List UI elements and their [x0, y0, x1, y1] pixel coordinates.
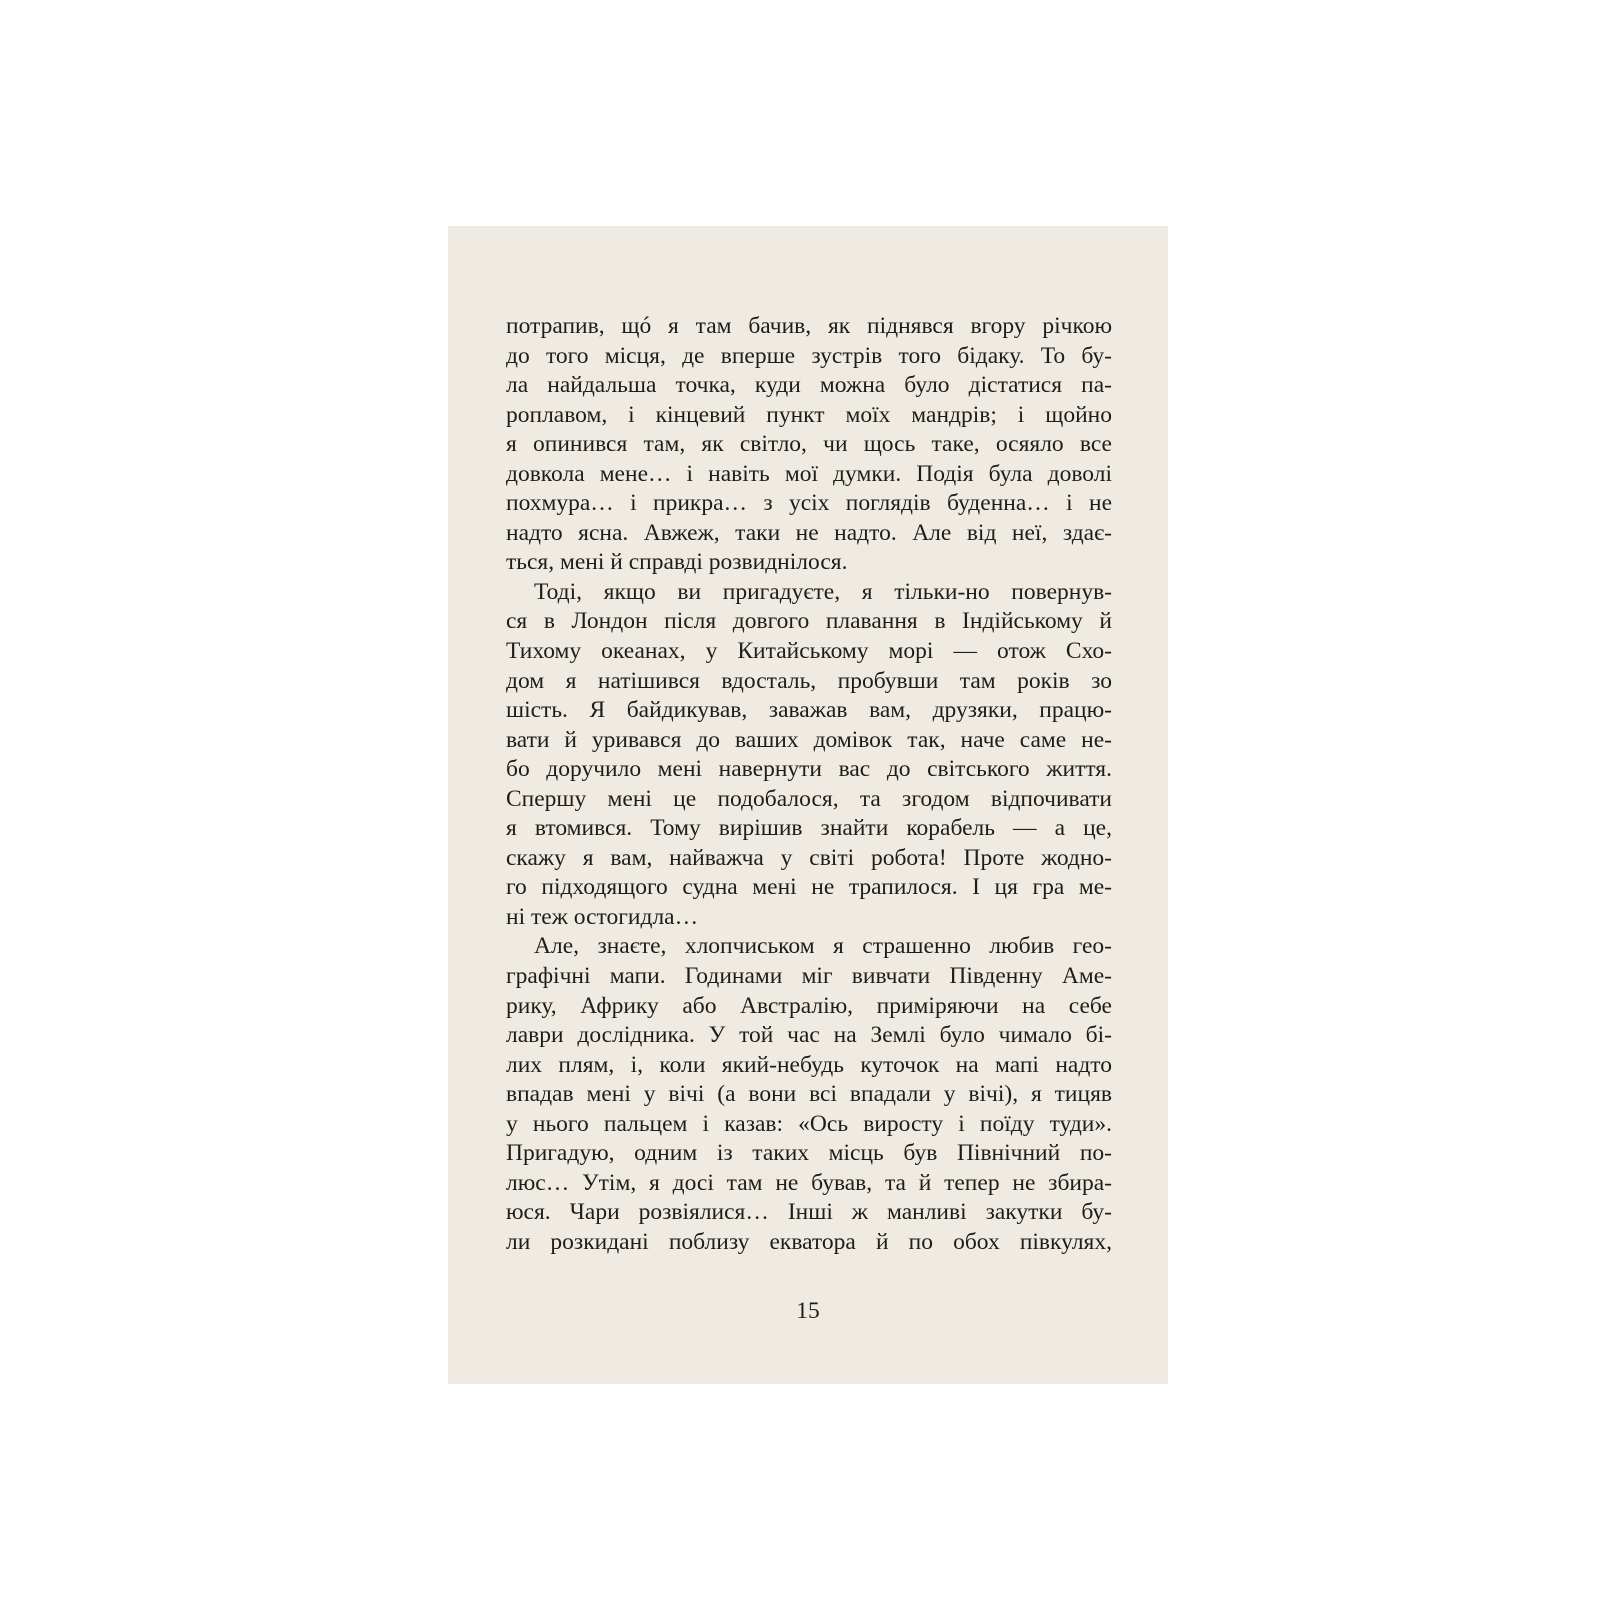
text-line: дом я натішився вдосталь, пробувши там років зо — [506, 667, 1112, 694]
text-line: бо доручило мені навернути вас до світського життя. — [506, 756, 1112, 783]
text-line: рику, Африку або Австралію, приміряючи на себе — [506, 992, 1112, 1019]
text-line: у нього пальцем і казав: «Ось виросту і поїду туди». — [506, 1110, 1112, 1137]
text-line: ли розкидані поблизу екватора й по обох півкулях, — [506, 1228, 1112, 1255]
text-line: ні теж остогидла… — [506, 903, 699, 930]
text-line: я опинився там, як світло, чи щось таке, осяяло все — [506, 431, 1112, 458]
text-line: го підходящого судна мені не трапилося. І ця гра ме- — [506, 874, 1112, 901]
text-line: лих плям, і, коли який-небудь куточок на мапі надто — [506, 1051, 1112, 1078]
text-line: роплавом, і кінцевий пункт моїх мандрів; і щойно — [506, 401, 1112, 428]
text-line: шість. Я байдикував, заважав вам, друзяки, працю- — [506, 697, 1112, 724]
text-line: скажу я вам, найважча у світі робота! Проте жодно- — [506, 844, 1112, 871]
text-line: Спершу мені це подобалося, та згодом відпочивати — [506, 785, 1112, 812]
text-line: потрапив, щó я там бачив, як піднявся вгору річкою — [506, 313, 1112, 339]
text-line: до того місця, де вперше зустрів того бідаку. То бу- — [506, 342, 1112, 369]
text-line: юся. Чари розвіялися… Інші ж манливі закутки бу- — [506, 1199, 1112, 1226]
text-line: Пригадую, одним із таких місць був Північний по- — [506, 1140, 1112, 1167]
text-line: лаври дослідника. У той час на Землі було чимало бі- — [506, 1022, 1112, 1049]
text-line: похмура… і прикра… з усіх поглядів буденна… і не — [506, 490, 1112, 517]
text-line: графічні мапи. Годинами міг вивчати Південну Аме- — [506, 963, 1112, 990]
text-line: Тихому океанах, у Китайському морі — отож Схо- — [506, 638, 1112, 665]
text-line: Тоді, якщо ви пригадуєте, я тільки-но повернув- — [534, 578, 1112, 605]
text-line: ла найдальша точка, куди можна було дістатися па- — [506, 372, 1112, 399]
text-line: люс… Утім, я досі там не бував, та й тепер не збира- — [506, 1169, 1112, 1196]
text-line: ться, мені й справді розвиднілося. — [506, 549, 848, 576]
page-text — [506, 312, 1112, 1258]
text-line: ся в Лондон після довгого плавання в Індійському й — [506, 608, 1112, 635]
text-line: вати й уривався до ваших домівок так, наче саме не- — [506, 726, 1112, 753]
book-page — [448, 226, 1168, 1384]
text-line: Але, знаєте, хлопчиськом я страшенно любив гео- — [534, 933, 1112, 960]
text-line: я втомився. Тому вирішив знайти корабель — а це, — [506, 815, 1112, 842]
page-number: 15 — [796, 1298, 820, 1324]
text-line: довкола мене… і навіть мої думки. Подія була доволі — [506, 460, 1112, 487]
text-line: впадав мені у вічі (а вони всі впадали у вічі), я тицяв — [506, 1081, 1112, 1108]
text-line: надто ясна. Авжеж, таки не надто. Але від неї, здає- — [506, 519, 1112, 546]
